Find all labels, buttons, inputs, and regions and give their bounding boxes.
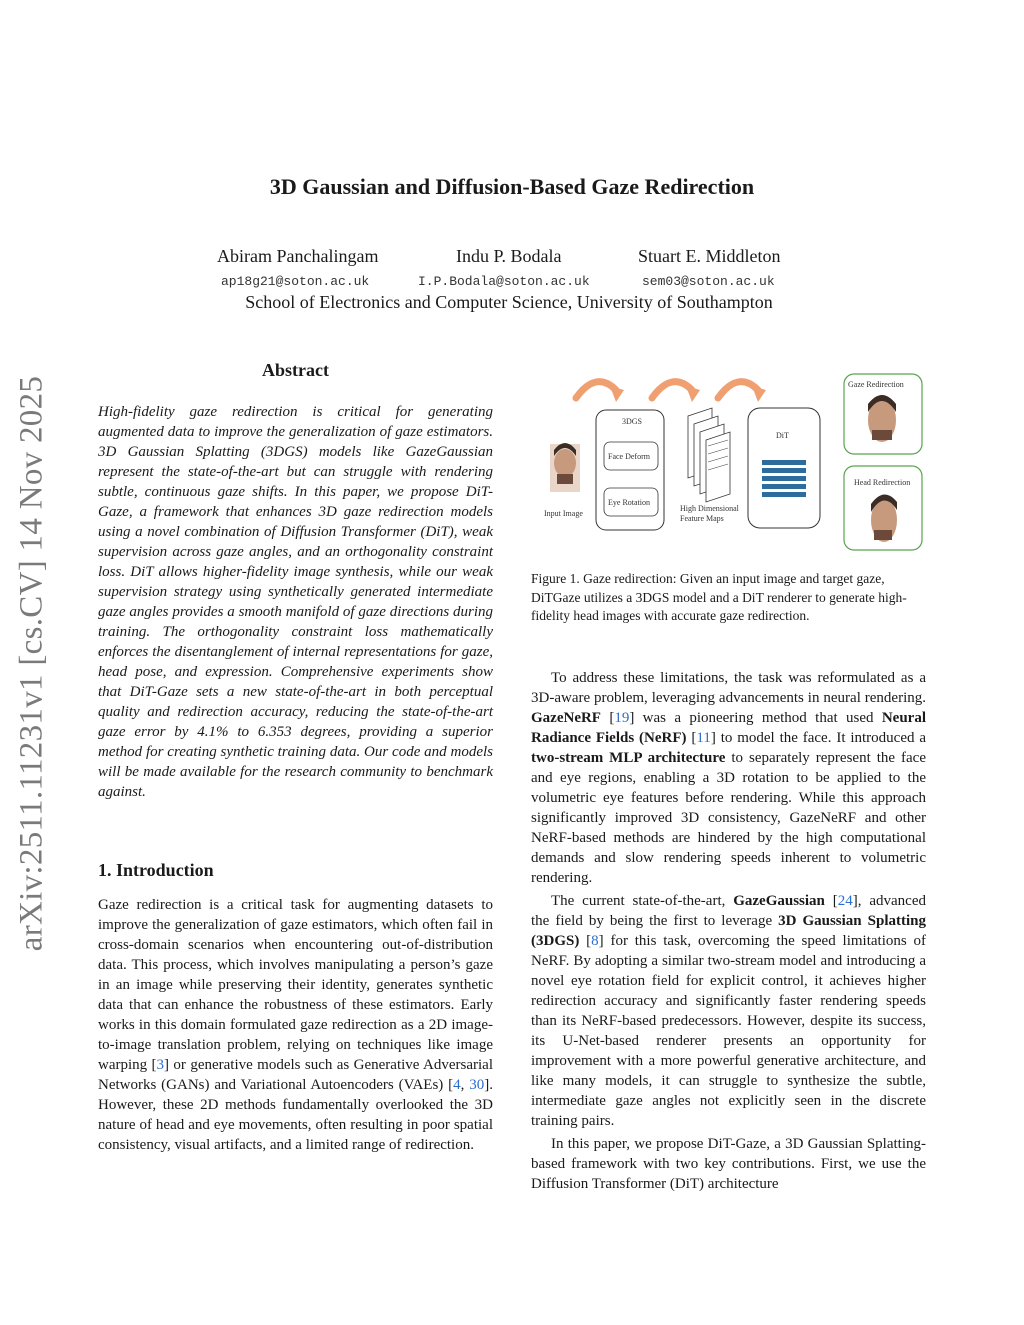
label-face-deform: Face Deform <box>608 452 650 461</box>
section-heading-introduction: 1. Introduction <box>98 860 214 880</box>
author-email-2: I.P.Bodala@soton.ac.uk <box>418 274 590 289</box>
citation-link[interactable]: 19 <box>614 710 630 726</box>
label-feature-maps-2: Feature Maps <box>680 514 724 523</box>
abstract-text: High-fidelity gaze redirection is critical for generating augmented data to improve the generalization of gaze estimators. 3D Gaussian Splatting (3DGS) models like GazeGaussian represent the state-of-the-art but can struggle with rendering subtle, continuous gaze shifts. In this paper, we propose DiT-Gaze, a framework that enhances 3D gaze redirection models using a novel combination of Diffusion Transformer (DiT), weak supervision across gaze angles, and an orthogonality constraint loss. DiT allows higher-fidelity image synthesis, while our weak supervision strategy using synthetically generated intermediate gaze angles provides a smooth manifold of gaze directions during training. The orthogonality constraint loss mathematically enforces the disentanglement of internal representations for gaze, head pose, and expression. Comprehensive experiments show that DiT-Gaze sets a new state-of-the-art in both perceptual quality and redirection accuracy, reducing the state-of-the-art gaze error by 4.1% to 6.353 degrees, providing a superior method for creating synthetic training data. Our code and models will be made available for the research community to benchmark against. <box>98 404 493 800</box>
intro-paragraph-3: The current state-of-the-art, GazeGaussian [24], advanced the field by being the first to leverage 3D Gaussian Splatting (3DGS) [8] for this task, overcoming the speed limitations of NeRF. By adopting a similar two-stream model and introducing a novel eye rotation field for explicit control, it achieves higher redirection accuracy and significantly faster rendering speeds than its NeRF-based predecessors. However, despite its success, its U-Net-based renderer presents an opportunity for improvement with a more powerful generative architecture, and like many models, it can struggle to synthesize the subtle, intermediate gaze angles not explicitly seen in the discrete training pairs. <box>531 893 926 1129</box>
label-head-redirection: Head Redirection <box>854 478 911 487</box>
label-feature-maps-1: High Dimensional <box>680 504 739 513</box>
author-name-2: Indu P. Bodala <box>456 246 562 266</box>
label-input-image: Input Image <box>544 509 583 518</box>
author-name-1: Abiram Panchalingam <box>217 246 379 266</box>
feature-maps-stack <box>688 408 730 502</box>
intro-paragraph-4: In this paper, we propose DiT-Gaze, a 3D Gaussian Splatting-based framework with two key contributions. First, we use the Diffusion Transformer (DiT) architecture <box>531 1136 926 1192</box>
author-email-3: sem03@soton.ac.uk <box>642 274 775 289</box>
pipeline-arrows <box>576 382 758 398</box>
intro-paragraph-1: Gaze redirection is a critical task for augmenting datasets to improve the generalization of gaze estimators, which often fail in cross-domain scenarios when encountering out-of-distribution data. This process, which involves manipulating a person’s gaze in an image while preserving their identity, generates synthetic data that can enhance the robustness of these estimators. Early works in this domain formulated gaze redirection as a 2D image-to-image translation problem, relying on techniques like image warping [3] or generative models such as Generative Adversarial Networks (GANs) and Variational Autoencoders (VAEs) [4, 30]. However, these 2D methods fundamentally overlooked the 3D nature of head and eye movements, often resulting in poor spatial consistency, visual artifacts, and a limited range of redirection. <box>98 897 493 1153</box>
intro-paragraph-2: To address these limitations, the task was reformulated as a 3D-aware problem, leveraging advancements in neural rendering. GazeNeRF [19] was a pioneering method that used Neural Radiance Fields (NeRF) [11] to model the face. It introduced a two-stream MLP architecture to separately represent the face and eye regions, enabling a 3D rotation to be applied to the volumetric eye features before rendering. While this approach significantly improved 3D consistency, GazeNeRF and other NeRF-based methods are hindered by the high computational demands and slow rendering speeds inherent to volumetric rendering. <box>531 670 927 886</box>
input-face-image <box>550 443 580 492</box>
paper-title: 3D Gaussian and Diffusion-Based Gaze Redirection <box>269 174 755 199</box>
arxiv-stamp: arXiv:2511.11231v1 [cs.CV] 14 Nov 2025 <box>13 375 50 952</box>
label-eye-rotation: Eye Rotation <box>608 498 650 507</box>
citation-link[interactable]: 30 <box>469 1077 485 1093</box>
head-redirected-face <box>871 494 897 542</box>
citation-link[interactable]: 4 <box>453 1077 461 1093</box>
author-email-1: ap18g21@soton.ac.uk <box>221 274 370 289</box>
citation-link[interactable]: 11 <box>696 730 711 746</box>
citation-link[interactable]: 3 <box>156 1057 165 1073</box>
figure-1-diagram <box>530 360 930 560</box>
label-3dgs: 3DGS <box>622 417 643 426</box>
author-name-3: Stuart E. Middleton <box>638 246 781 266</box>
abstract-heading: Abstract <box>262 360 329 380</box>
gaze-redirected-face <box>868 395 896 442</box>
citation-link[interactable]: 24 <box>837 893 853 909</box>
label-dit: DiT <box>776 431 789 440</box>
citation-link[interactable]: 8 <box>591 933 599 949</box>
figure-1-caption: Figure 1. Gaze redirection: Given an input image and target gaze, DiTGaze utilizes a 3DGS model and a DiT renderer to generate high-fidelity head images with accurate gaze redirection. <box>531 571 907 623</box>
affiliation: School of Electronics and Computer Science, University of Southampton <box>245 292 773 312</box>
label-gaze-redirection: Gaze Redirection <box>848 380 904 389</box>
